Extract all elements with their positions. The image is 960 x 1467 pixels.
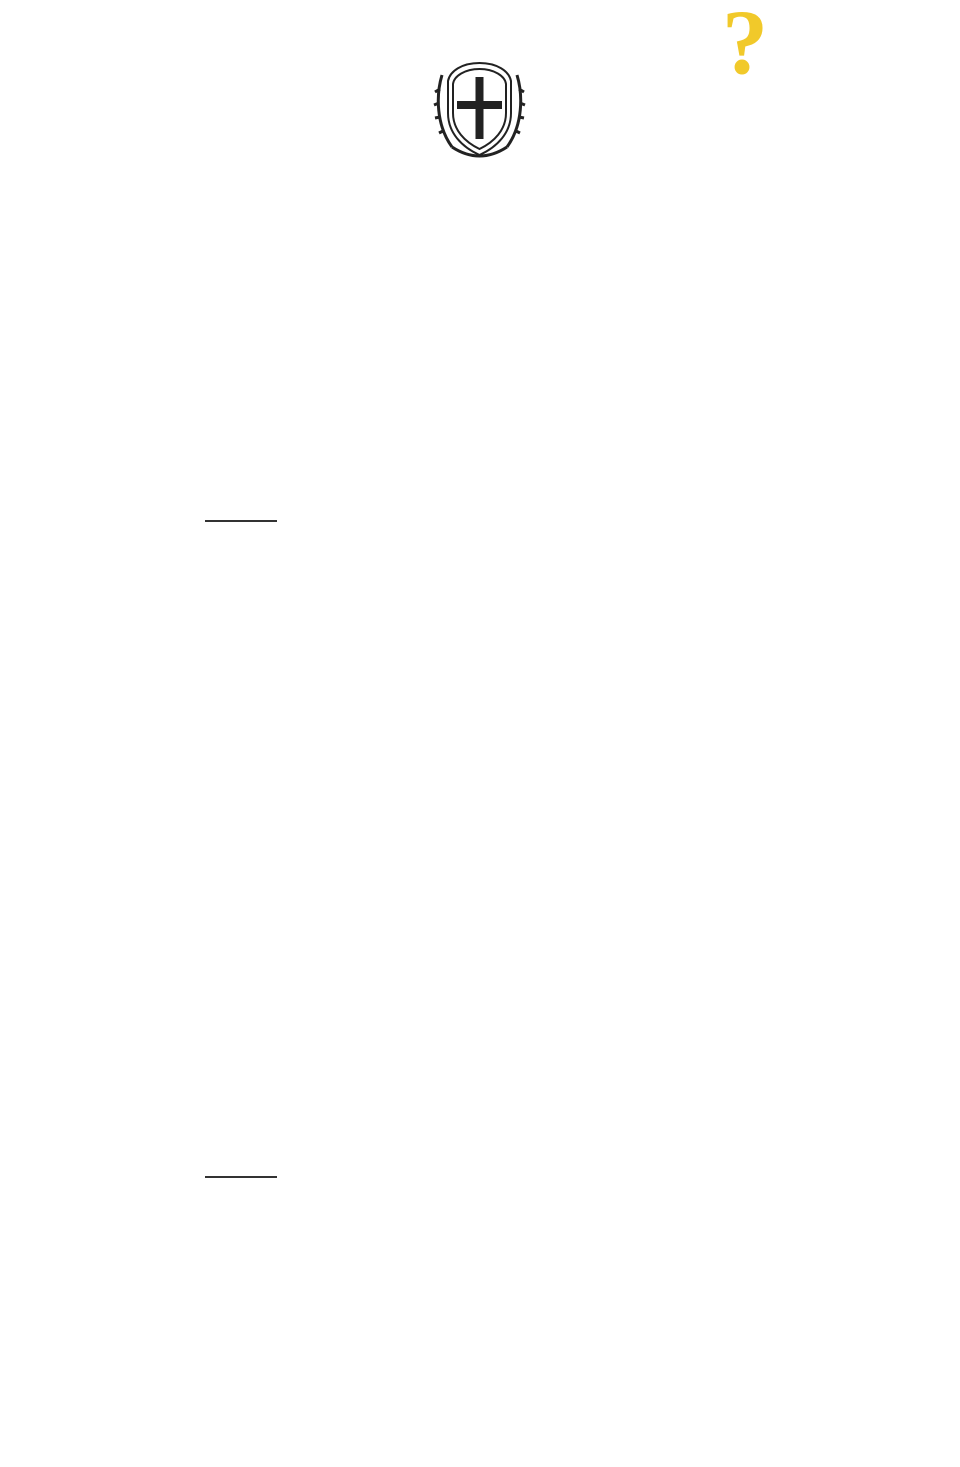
contents-title-rule (205, 520, 277, 522)
signature-not-verified-icon: ? (722, 0, 768, 93)
greek-coat-of-arms-icon (432, 55, 527, 165)
decision-body (6, 1188, 472, 1239)
decisions-heading-rule (205, 1176, 277, 1178)
